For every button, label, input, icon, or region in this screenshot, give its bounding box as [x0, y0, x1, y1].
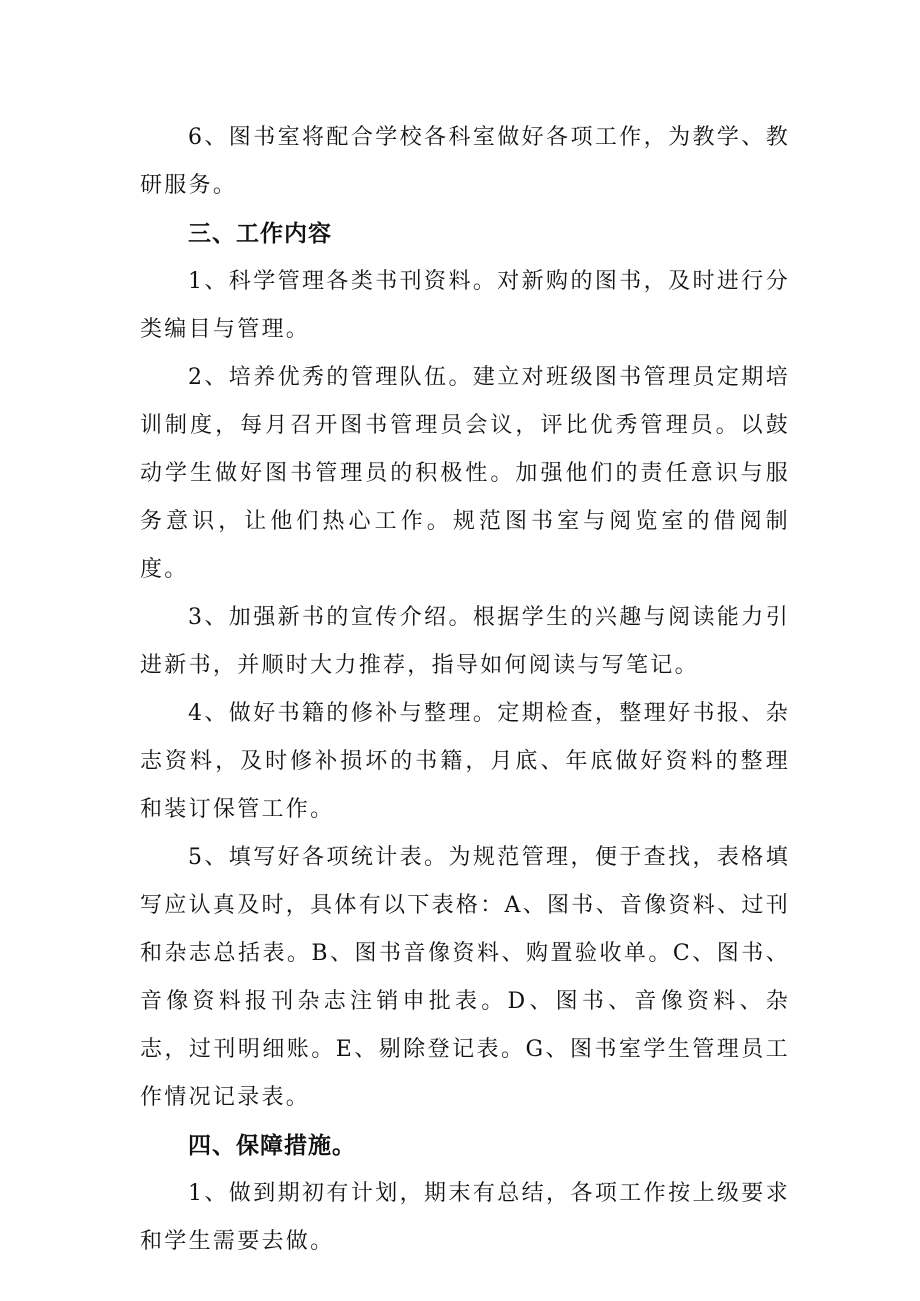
measure-item-1: 1、做到期初有计划，期末有总结，各项工作按上级要求和学生需要去做。	[140, 1181, 790, 1254]
heading-work-content: 三、工作内容	[188, 221, 332, 247]
paragraph-6: 6、图书室将配合学校各科室做好各项工作，为教学、教研服务。	[140, 125, 790, 198]
content-item-2: 2、培养优秀的管理队伍。建立对班级图书管理员定期培训制度，每月召开图书管理员会议，评比优秀管理员。以鼓动学生做好图书管理员的积极性。加强他们的责任意识与服务意识，让他们热心工作。规范图书室与阅览室的借阅制度。	[140, 365, 790, 582]
content-item-1: 1、科学管理各类书刊资料。对新购的图书，及时进行分类编目与管理。	[140, 269, 790, 342]
document-body	[140, 114, 790, 1266]
content-item-3: 3、加强新书的宣传介绍。根据学生的兴趣与阅读能力引进新书，并顺时大力推荐，指导如何阅读与写笔记。	[140, 605, 790, 678]
content-item-4: 4、做好书籍的修补与整理。定期检查，整理好书报、杂志资料，及时修补损坏的书籍，月底、年底做好资料的整理和装订保管工作。	[140, 701, 790, 822]
heading-safeguard-measures: 四、保障措施。	[188, 1133, 356, 1159]
content-item-5: 5、填写好各项统计表。为规范管理，便于查找，表格填写应认真及时，具体有以下表格：A、图书、音像资料、过刊和杂志总括表。B、图书音像资料、购置验收单。C、图书、音像资料报刊杂志注销申批表。D、图书、音像资料、杂志，过刊明细账。E、剔除登记表。G、图书室学生管理员工作情况记录表。	[140, 845, 790, 1110]
